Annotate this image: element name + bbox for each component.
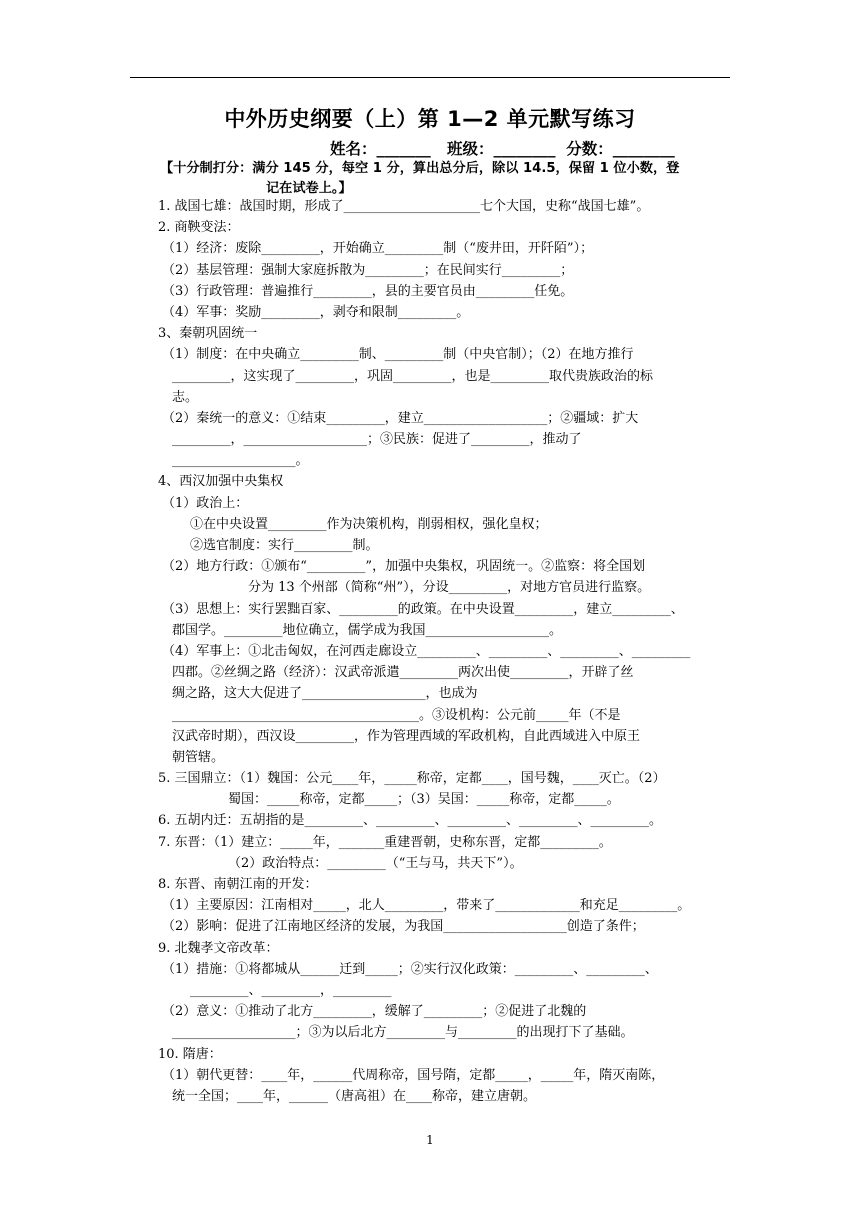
scoring-note [160, 159, 735, 199]
question-line: ①在中央设置_________作为决策机构，削弱相权，强化皇权； [190, 516, 548, 532]
question-line: （4）军事：奖励_________，剥夺和限制_________。 [162, 304, 470, 320]
question-line: 10. 隋唐： [158, 1046, 222, 1062]
question-line: （1）经济：废除_________，开始确立_________制（“废井田，开阡陌”）； [162, 241, 594, 257]
question-line: 绸之路，这大大促进了___________________，也成为 [172, 686, 478, 702]
question-line: （3）思想上：实行罢黜百家、_________的政策。在中央设置_________，建立_________、 [162, 601, 684, 617]
question-line: 郡国学。_________地位确立，儒学成为我国___________________。 [172, 622, 563, 638]
question-line: _________，这实现了_________，巩固_________，也是_________取代贵族政治的标 [172, 368, 654, 384]
question-line: 朝管辖。 [172, 749, 225, 765]
question-line: 汉武帝时期），西汉设_________，作为管理西域的军政机构，自此西域进入中原王 [172, 728, 641, 744]
question-line: 蜀国：_____称帝，定都_____；（3）吴国：_____称帝，定都_____。 [228, 792, 620, 808]
question-line: （1）政治上： [162, 495, 249, 511]
question-line: （2）秦统一的意义：①结束_________，建立___________________；②疆域：扩大 [162, 410, 639, 426]
question-line: （4）军事上：①北击匈奴，在河西走廊设立_________、_________、_________、_________ [162, 643, 691, 659]
question-line: _________，___________________；③民族：促进了_________，推动了 [172, 432, 582, 448]
worksheet-body [158, 196, 733, 1107]
question-line: （2）意义：①推动了北方_________，缓解了_________；②促进了北魏的 [162, 1004, 587, 1020]
question-line: ②选官制度：实行_________制。 [190, 538, 379, 553]
question-line: 统一全国；____年，______（唐高祖）在____称帝，建立唐朝。 [172, 1088, 537, 1104]
question-line: 1. 战国七雄：战国时期，形成了_____________________七个大国，史称“战国七雄”。 [158, 199, 650, 214]
question-line: 9. 北魏孝文帝改革： [158, 940, 279, 956]
question-line: （2）影响：促进了江南地区经济的发展，为我国___________________创造了条件； [162, 919, 645, 935]
page-number: 1 [426, 1133, 434, 1147]
student-info: 姓名：_______ 班级：________ 分数：________ [330, 140, 675, 158]
question-line: 6. 五胡内迁：五胡指的是_________、_________、_________、_________、_________。 [158, 813, 663, 829]
question-line: 5. 三国鼎立：（1）魏国：公元____年，_____称帝，定都____，国号魏，____灭亡。（2） [158, 771, 666, 787]
question-line: （1）朝代更替：____年，______代周称帝，国号隋，定都_____，_____年，隋灭南陈， [162, 1067, 665, 1083]
question-line: 4、西汉加强中央集权 [158, 474, 284, 490]
question-line: （2）政治特点：_________（“王与马，共天下”）。 [228, 855, 523, 871]
page-title: 中外历史纲要（上）第 1—2 单元默写练习 [224, 107, 636, 131]
question-line: ___________________；③为以后北方_________与_________的出现打下了基础。 [172, 1025, 634, 1041]
question-line: （2）基层管理：强制大家庭拆散为_________；在民间实行_________； [162, 262, 574, 278]
scoring-note-line: 记在试卷上。】 [266, 181, 352, 196]
question-line: （1）主要原因：江南相对_____，北人_________，带来了_____________和充足_________。 [162, 898, 691, 914]
header-rule [130, 77, 730, 78]
question-line: 7. 东晋：（1）建立：_____年，_______重建晋朝，史称东晋，定都_________。 [158, 834, 612, 850]
question-line: 四郡。②丝绸之路（经济）：汉武帝派遣_________两次出使_________，开辟了丝 [172, 665, 634, 681]
question-line: 3、秦朝巩固统一 [158, 326, 258, 342]
question-line: 8. 东晋、南朝江南的开发： [158, 877, 318, 892]
question-line: （1）措施：①将都城从______迁到_____；②实行汉化政策：_________、_________、 [162, 961, 658, 977]
question-line: 2. 商鞅变法： [158, 220, 240, 236]
question-line: （2）地方行政：①颁布“_________”，加强中央集权，巩固统一。②监察：将全国划 [162, 559, 646, 575]
question-line: （1）制度：在中央确立_________制、_________制（中央官制）；（2）在地方推行 [162, 347, 634, 363]
question-line: ______________________________________。③设机构：公元前_____年（不是 [172, 707, 621, 723]
scoring-note-line: 【十分制打分：满分 145 分，每空 1 分，算出总分后，除以 14.5，保留 1 位小数，登 [160, 161, 680, 176]
question-line: _________、_________，_________ [190, 982, 392, 998]
question-line: （3）行政管理：普遍推行_________，县的主要官员由_________任免。 [162, 283, 574, 299]
question-line: 志。 [172, 389, 199, 405]
question-line: ___________________。 [172, 453, 309, 469]
question-line: 分为 13 个州部（简称“州”），分设_________，对地方官员进行监察。 [248, 580, 651, 596]
